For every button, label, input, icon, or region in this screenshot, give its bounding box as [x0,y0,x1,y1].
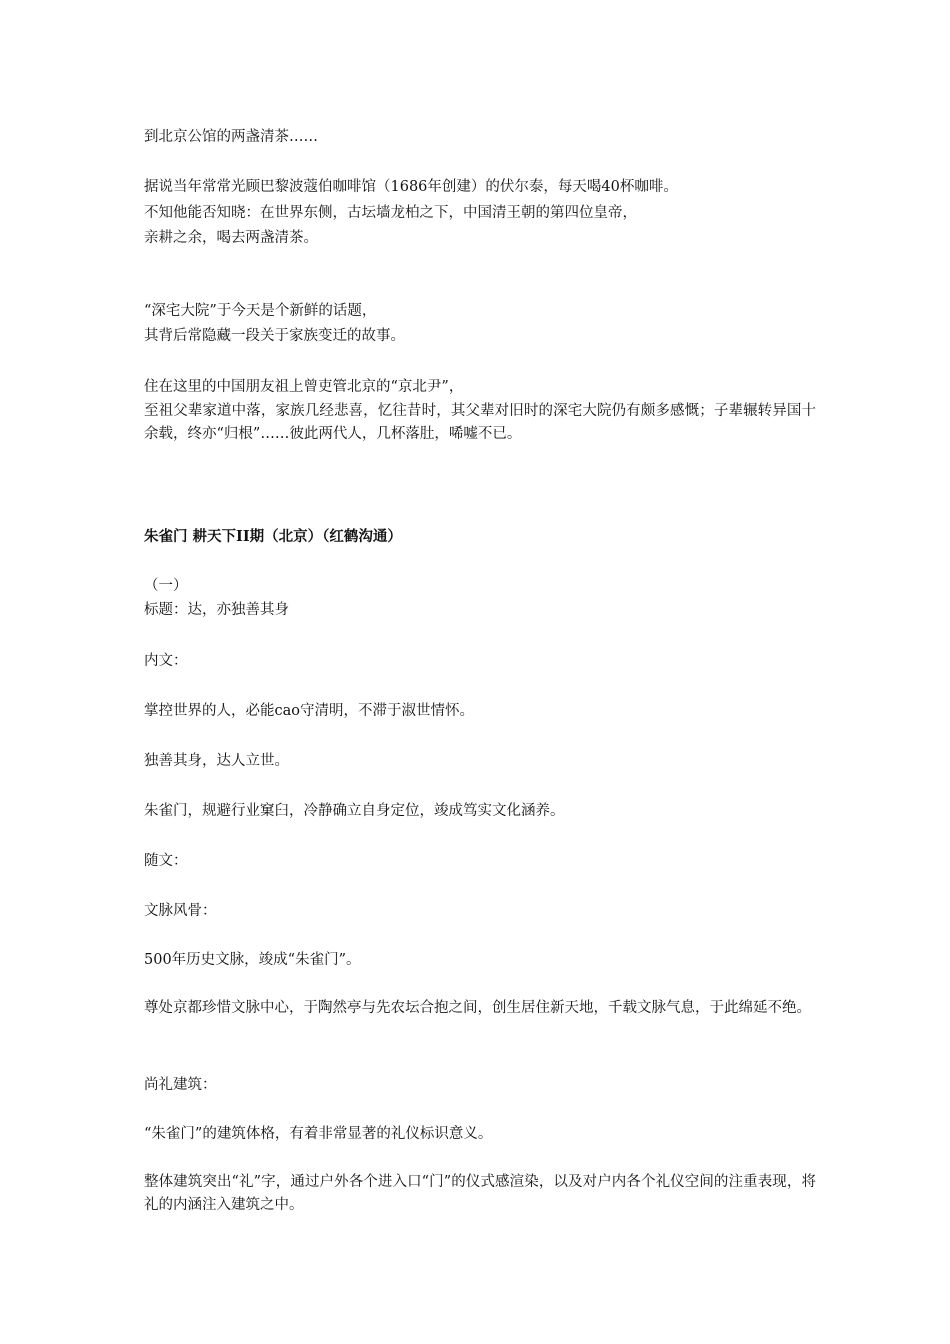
subheading-wenmai: 文脉风骨： [144,903,217,919]
body-paragraph-5: 尊处京都珍惜文脉中心，于陶然亭与先农坛合抱之间，创生居住新天地，千载文脉气息，于此绵延不绝。 [144,1000,811,1016]
section-heading: 朱雀门 耕天下II期（北京）（红鹤沟通） [144,528,402,545]
intro-line-2: 据说当年常常光顾巴黎波蔻伯咖啡馆（1686年创建）的伏尔泰，每天喝40杯咖啡。 [144,179,678,195]
intro-line-7: 住在这里的中国朋友祖上曾吏管北京的“京北尹”， [144,379,464,395]
follow-label: 随文： [144,853,188,869]
section-index: （一） [144,578,188,594]
intro-line-6: 其背后常隐藏一段关于家族变迁的故事。 [144,328,405,344]
intro-line-4: 亲耕之余，喝去两盏清茶。 [144,230,318,246]
body-paragraph-3: 朱雀门，规避行业窠臼，冷静确立自身定位，竣成笃实文化涵养。 [144,803,565,819]
subheading-shangli: 尚礼建筑： [144,1077,217,1093]
section-title: 标题：达，亦独善其身 [144,602,289,618]
intro-line-5: “深宅大院”于今天是个新鲜的话题， [144,303,377,319]
body-paragraph-1: 掌控世界的人，必能cao守清明，不滞于淑世情怀。 [144,703,474,719]
body-label: 内文： [144,653,188,669]
intro-line-1: 到北京公馆的两盏清茶…… [144,129,318,145]
body-paragraph-2: 独善其身，达人立世。 [144,753,289,769]
intro-line-3: 不知他能否知晓：在世界东侧，古坛墙龙柏之下，中国清王朝的第四位皇帝， [144,205,637,221]
intro-paragraph-8: 至祖父辈家道中落，家族几经悲喜，忆往昔时，其父辈对旧时的深宅大院仍有颇多感慨；子辈辗转异国十余载，终亦“归根”……彼此两代人，几杯落肚，唏嘘不已。 [144,403,816,442]
body-paragraph-6: “朱雀门”的建筑体格，有着非常显著的礼仪标识意义。 [144,1126,493,1142]
body-paragraph-4: 500年历史文脉，竣成“朱雀门”。 [144,952,361,968]
body-paragraph-7: 整体建筑突出“礼”字，通过户外各个进入口“门”的仪式感渲染，以及对户内各个礼仪空间的注重表现，将礼的内涵注入建筑之中。 [144,1174,816,1213]
